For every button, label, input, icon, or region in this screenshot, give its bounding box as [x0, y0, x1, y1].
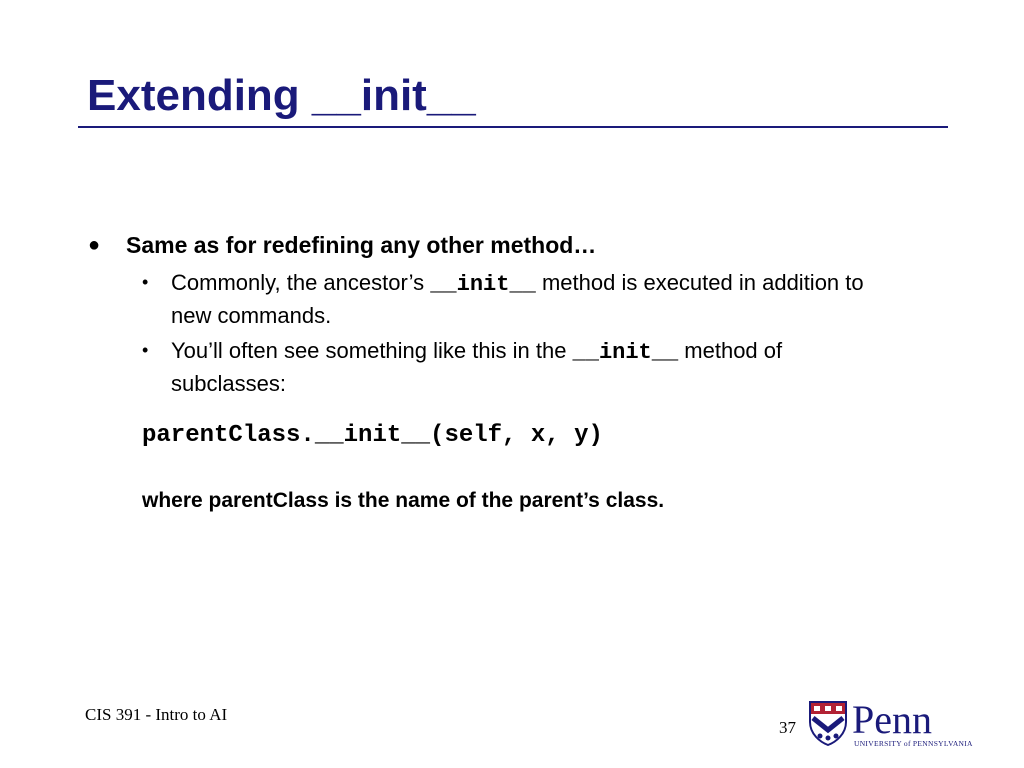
code-explanation: where parentClass is the name of the parent’s class.: [142, 489, 665, 512]
penn-logo: [808, 697, 973, 752]
title-divider: [78, 126, 948, 128]
sub-bullet-1-after: method is executed in addition to new commands.: [171, 270, 864, 328]
sub-bullet-2-code: __init__: [572, 340, 679, 365]
sub-bullet-dot-icon: •: [142, 340, 149, 360]
shield-icon: [808, 700, 848, 746]
page-number: 37: [779, 718, 796, 737]
sub-bullet-2-before: You’ll often see something like this in the: [171, 338, 573, 363]
sub-bullet-1-text: [171, 267, 901, 331]
sub-bullet-1-code: __init__: [430, 272, 536, 297]
code-example: parentClass.__init__(self, x, y): [142, 422, 603, 449]
footer-course: CIS 391 - Intro to AI: [85, 705, 228, 724]
sub-bullet-2-after: method of subclasses:: [171, 338, 783, 396]
main-bullet-text: Same as for redefining any other method…: [126, 232, 597, 258]
sub-bullet-1-before: Commonly, the ancestor’s: [171, 270, 431, 295]
sub-bullet-dot-icon: •: [142, 272, 149, 292]
bullet-dot-icon: ●: [88, 234, 101, 256]
penn-subtitle: UNIVERSITY of PENNSYLVANIA: [854, 739, 973, 748]
sub-bullet-2-text: [171, 335, 901, 399]
penn-wordmark: Penn: [852, 697, 932, 742]
slide-title: Extending __init__: [87, 71, 476, 120]
